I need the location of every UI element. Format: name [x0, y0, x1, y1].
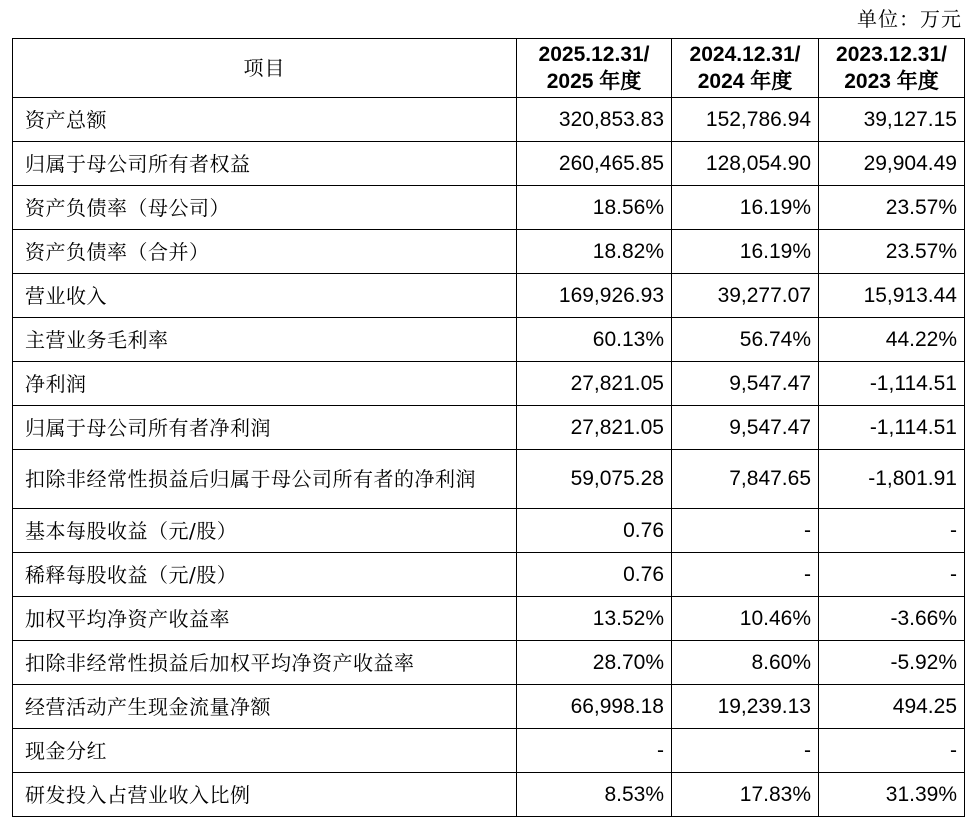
value-2024: -: [672, 509, 819, 553]
table-row: [13, 362, 965, 406]
header-2024-year: 2024 年度: [697, 70, 793, 93]
value-2024: 56.74%: [672, 318, 819, 362]
table-row: [13, 142, 965, 186]
value-2023: 39,127.15: [819, 98, 965, 142]
value-2024: 16.19%: [672, 230, 819, 274]
value-2023: 23.57%: [819, 230, 965, 274]
table-row: [13, 597, 965, 641]
value-2024: 39,277.07: [672, 274, 819, 318]
value-2023: 23.57%: [819, 186, 965, 230]
row-label: 归属于母公司所有者权益: [13, 142, 517, 186]
row-label: 净利润: [13, 362, 517, 406]
value-2023: 44.22%: [819, 318, 965, 362]
row-label: 扣除非经常性损益后归属于母公司所有者的净利润: [13, 450, 517, 509]
financial-indicators-table: [12, 38, 965, 817]
value-2024: -: [672, 553, 819, 597]
row-label: 现金分红: [13, 729, 517, 773]
row-label: 基本每股收益（元/股）: [13, 509, 517, 553]
value-2025: 27,821.05: [517, 362, 672, 406]
value-2023: 15,913.44: [819, 274, 965, 318]
header-2024-date: 2024.12.31/: [689, 43, 801, 66]
value-2025: 0.76: [517, 553, 672, 597]
value-2024: -: [672, 729, 819, 773]
value-2024: 152,786.94: [672, 98, 819, 142]
value-2025: 260,465.85: [517, 142, 672, 186]
header-2024: [672, 39, 819, 98]
row-label: 资产总额: [13, 98, 517, 142]
value-2024: 10.46%: [672, 597, 819, 641]
value-2025: 8.53%: [517, 773, 672, 817]
header-2025-date: 2025.12.31/: [538, 43, 650, 66]
row-label: 资产负债率（合并）: [13, 230, 517, 274]
row-label: 营业收入: [13, 274, 517, 318]
value-2025: 59,075.28: [517, 450, 672, 509]
header-item: [13, 39, 517, 98]
value-2023: -: [819, 509, 965, 553]
value-2025: 320,853.83: [517, 98, 672, 142]
value-2023: -1,114.51: [819, 406, 965, 450]
value-2024: 7,847.65: [672, 450, 819, 509]
header-2025: [517, 39, 672, 98]
value-2023: -: [819, 553, 965, 597]
value-2023: -3.66%: [819, 597, 965, 641]
value-2025: -: [517, 729, 672, 773]
value-2023: 31.39%: [819, 773, 965, 817]
value-2025: 18.56%: [517, 186, 672, 230]
value-2024: 128,054.90: [672, 142, 819, 186]
table-row: [13, 230, 965, 274]
table-row: [13, 509, 965, 553]
value-2025: 169,926.93: [517, 274, 672, 318]
table-row: [13, 641, 965, 685]
row-label: 扣除非经常性损益后加权平均净资产收益率: [13, 641, 517, 685]
row-label: 加权平均净资产收益率: [13, 597, 517, 641]
value-2024: 17.83%: [672, 773, 819, 817]
table-row: [13, 186, 965, 230]
value-2025: 0.76: [517, 509, 672, 553]
value-2024: 8.60%: [672, 641, 819, 685]
table-row: [13, 685, 965, 729]
value-2023: 494.25: [819, 685, 965, 729]
table-row: [13, 729, 965, 773]
value-2023: 29,904.49: [819, 142, 965, 186]
header-2023-year: 2023 年度: [844, 70, 939, 93]
value-2024: 19,239.13: [672, 685, 819, 729]
table-row: [13, 450, 965, 509]
row-label: 归属于母公司所有者净利润: [13, 406, 517, 450]
unit-label: 单位：万元: [857, 7, 962, 31]
table-row: [13, 406, 965, 450]
header-2023: [819, 39, 965, 98]
value-2025: 18.82%: [517, 230, 672, 274]
value-2025: 60.13%: [517, 318, 672, 362]
table-row: [13, 553, 965, 597]
value-2023: -1,801.91: [819, 450, 965, 509]
value-2024: 9,547.47: [672, 362, 819, 406]
table-row: [13, 98, 965, 142]
header-2025-year: 2025 年度: [546, 70, 642, 93]
value-2024: 16.19%: [672, 186, 819, 230]
row-label: 主营业务毛利率: [13, 318, 517, 362]
table-row: [13, 773, 965, 817]
table-row: [13, 318, 965, 362]
header-item-label: 项目: [243, 56, 286, 80]
row-label: 稀释每股收益（元/股）: [13, 553, 517, 597]
table-header-row: [13, 39, 965, 98]
row-label: 资产负债率（母公司）: [13, 186, 517, 230]
value-2023: -5.92%: [819, 641, 965, 685]
value-2023: -1,114.51: [819, 362, 965, 406]
row-label: 经营活动产生现金流量净额: [13, 685, 517, 729]
value-2025: 13.52%: [517, 597, 672, 641]
value-2025: 66,998.18: [517, 685, 672, 729]
value-2023: -: [819, 729, 965, 773]
value-2025: 28.70%: [517, 641, 672, 685]
table-row: [13, 274, 965, 318]
value-2024: 9,547.47: [672, 406, 819, 450]
header-2023-date: 2023.12.31/: [836, 43, 947, 66]
value-2025: 27,821.05: [517, 406, 672, 450]
row-label: 研发投入占营业收入比例: [13, 773, 517, 817]
